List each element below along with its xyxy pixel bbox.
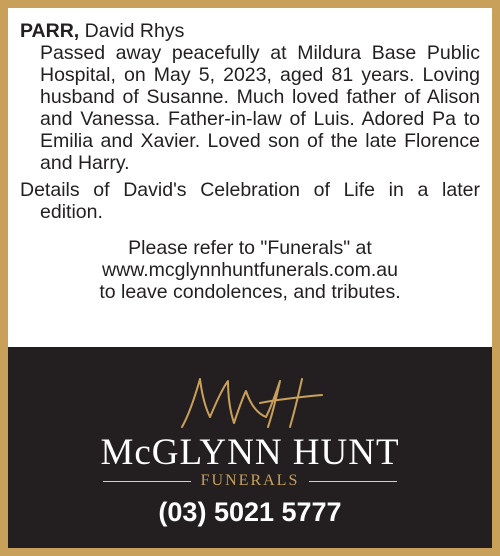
website-link[interactable]: www.mcglynnhuntfunerals.com.au — [102, 259, 398, 281]
death-notice — [20, 20, 480, 303]
left-divider — [103, 481, 191, 482]
refer-line-3: to leave condolences, and tributes. — [99, 281, 401, 303]
refer-line-1: Please refer to "Funerals" at — [128, 237, 372, 259]
firm-subtitle: FUNERALS — [200, 472, 300, 489]
notice-paragraph-1: Passed away peacefully at Mildura Base Public Hospital, on May 5, 2023, aged 81 years. Loving husband of Susanne. Much loved father of Alison and Vanessa. Father-in-law of Luis. Adored Pa to Emilia and Xavier. Loved son of the late Florence and Harry. — [40, 42, 480, 174]
monogram-logo — [176, 373, 326, 431]
firm-name: McGLYNN HUNT — [100, 432, 400, 473]
given-names: David Rhys — [84, 20, 185, 42]
notice-paragraph-2: Details of David's Celebration of Life in a later edition. — [20, 179, 480, 223]
funeral-director-banner — [8, 347, 492, 548]
right-divider — [309, 481, 397, 482]
surname: PARR, — [20, 20, 80, 42]
deceased-name — [20, 20, 480, 42]
phone-number[interactable]: (03) 5021 5777 — [158, 497, 342, 527]
firm-subtitle-row — [8, 471, 492, 491]
condolences-info — [20, 237, 480, 303]
